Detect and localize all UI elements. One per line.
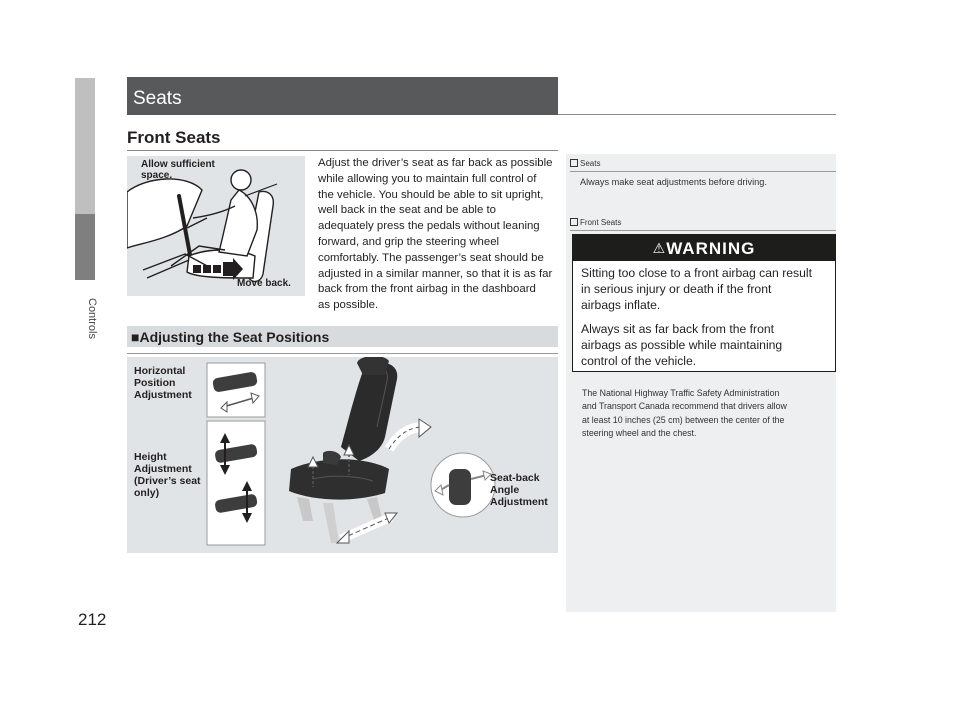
label-line: Position xyxy=(134,377,176,389)
note-marker-icon xyxy=(570,159,578,167)
seat-adjustment-diagram xyxy=(127,357,558,553)
body-line: while allowing you to maintain full control of xyxy=(318,172,537,185)
driver-seating-illustration xyxy=(127,156,305,296)
side-tab-active-section xyxy=(75,214,95,280)
label-seat-back-angle-adjustment xyxy=(490,472,548,508)
note-marker-icon xyxy=(570,218,578,226)
label-line: Horizontal xyxy=(134,365,186,377)
subsection-rule xyxy=(127,353,558,354)
page-title: Seats xyxy=(133,88,182,109)
body-line: the vehicle. You should be able to sit upright, xyxy=(318,188,544,201)
warning-line: airbags as possible while maintaining xyxy=(581,338,783,352)
warning-line: in serious injury or death if the front xyxy=(581,282,772,296)
section-label-controls: Controls xyxy=(86,298,98,339)
note-line: The National Highway Traffic Safety Administration xyxy=(582,388,780,398)
note-seats-text: Always make seat adjustments before driving. xyxy=(580,177,767,187)
label-line: Seat-back xyxy=(490,472,540,484)
note-title-seats xyxy=(570,159,600,168)
warning-title: WARNING xyxy=(666,239,756,258)
label-line: space. xyxy=(141,170,173,181)
subsection-heading-adjusting-seat-positions: ■Adjusting the Seat Positions xyxy=(131,329,330,345)
side-tab xyxy=(75,78,95,214)
page-number: 212 xyxy=(78,610,107,629)
label-line: Adjustment xyxy=(134,389,192,401)
body-line: adequately press the pedals without leaning xyxy=(318,220,540,233)
label-line: Adjustment xyxy=(134,463,192,475)
label-height-adjustment xyxy=(134,451,201,499)
body-line: Adjust the driver’s seat as far back as possible xyxy=(318,157,553,169)
note-title-text: Seats xyxy=(580,159,601,168)
note-line: at least 10 inches (25 cm) between the center of the xyxy=(582,414,785,425)
note-rule xyxy=(570,171,836,172)
front-seats-body-text xyxy=(318,156,558,314)
warning-box xyxy=(572,234,836,372)
warning-line: Always sit as far back from the front xyxy=(581,322,775,336)
note-rule xyxy=(570,230,836,231)
note-line: steering wheel and the chest. xyxy=(582,428,697,439)
note-title-text: Front Seats xyxy=(580,218,622,227)
warning-line: control of the vehicle. xyxy=(581,354,697,368)
body-line: well back in the seat and be able to xyxy=(318,204,496,217)
body-line: as possible. xyxy=(318,299,379,312)
warning-triangle-icon: ⚠ xyxy=(652,240,667,256)
label-line: (Driver’s seat xyxy=(134,475,201,487)
warning-text-1 xyxy=(581,265,812,313)
body-line: forward, and grip the steering wheel xyxy=(318,235,500,248)
label-line: Allow sufficient xyxy=(141,159,215,170)
body-line: comfortably. The passenger’s seat should be xyxy=(318,251,544,264)
body-line: adjusted in a similar manner, so that it is as far xyxy=(318,267,553,280)
label-line: Height xyxy=(134,451,167,463)
warning-header xyxy=(573,235,835,261)
chapter-header-band xyxy=(127,77,558,115)
note-title-front-seats xyxy=(570,218,621,227)
warning-text-2 xyxy=(581,321,782,369)
section-heading-front-seats: Front Seats xyxy=(127,128,221,147)
header-rule xyxy=(558,114,836,115)
label-line: Angle xyxy=(490,484,520,496)
label-allow-sufficient-space xyxy=(141,159,215,181)
label-line: Adjustment xyxy=(490,496,548,508)
label-horizontal-position-adjustment xyxy=(134,365,192,401)
note-nhtsa-text xyxy=(582,387,787,441)
warning-line: Sitting too close to a front airbag can result xyxy=(581,266,813,280)
body-line: back from the front airbag in the dashboard xyxy=(318,283,536,296)
warning-line: airbags inflate. xyxy=(581,298,661,312)
label-move-back: Move back. xyxy=(237,278,291,289)
label-line: only) xyxy=(134,487,160,499)
note-line: and Transport Canada recommend that drivers allow xyxy=(582,401,787,412)
heading-rule xyxy=(127,150,558,151)
